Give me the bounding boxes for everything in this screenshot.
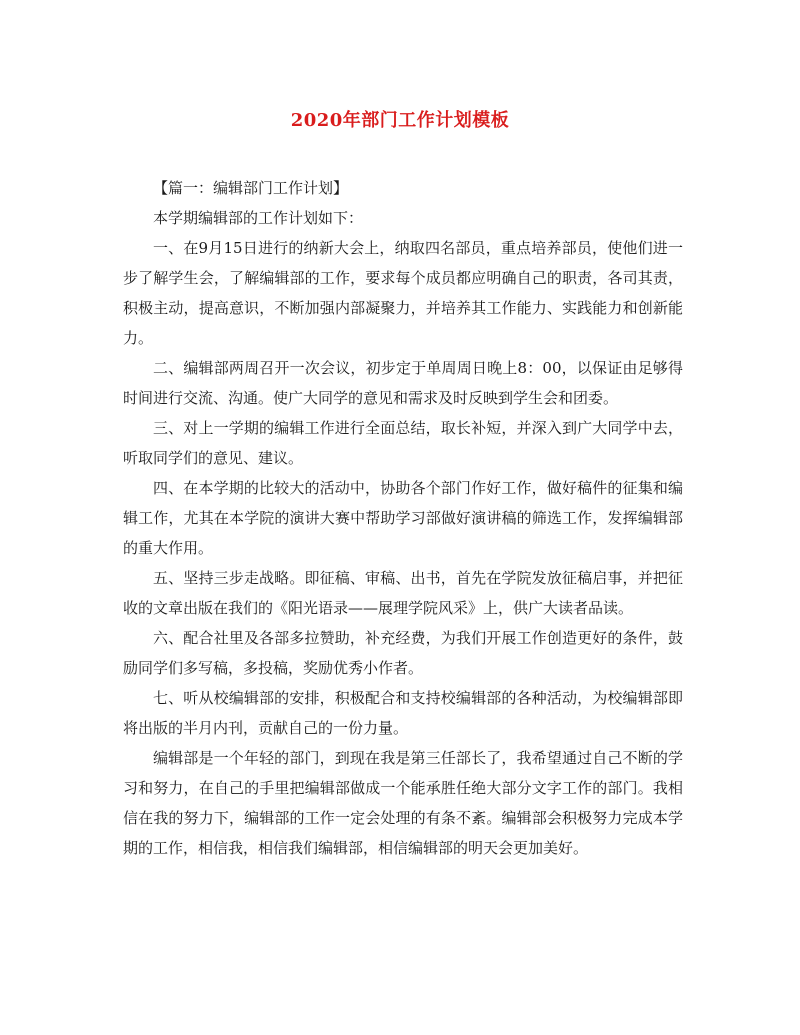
paragraph-item-1: 一、在9月15日进行的纳新大会上，纳取四名部员，重点培养部员，使他们进一步了解学生会，了解编辑部的工作，要求每个成员都应明确自己的职责，各司其责，积极主动，提高意识，不断加强内部凝聚力，并培养其工作能力、实践能力和创新能力。: [123, 239, 683, 347]
paragraph-closing: 编辑部是一个年轻的部门，到现在我是第三任部长了，我希望通过自己不断的学习和努力，在自己的手里把编辑部做成一个能承胜任绝大部分文字工作的部门。我相信在我的努力下，编辑部的工作一定会处理的有条不紊。编辑部会积极努力完成本学期的工作，相信我，相信我们编辑部，相信编辑部的明天会更加美好。: [123, 749, 683, 857]
paragraph-intro: 本学期编辑部的工作计划如下：: [153, 209, 364, 227]
paragraph-item-2: 二、编辑部两周召开一次会议，初步定于单周周日晚上8：00，以保证由足够得时间进行交流、沟通。使广大同学的意见和需求及时反映到学生会和团委。: [123, 359, 683, 407]
document-title: 2020年部门工作计划模板: [290, 110, 510, 131]
paragraph-item-7: 七、听从校编辑部的安排，积极配合和支持校编辑部的各种活动，为校编辑部即将出版的半月内刊，贡献自己的一份力量。: [123, 689, 683, 737]
paragraph-item-4: 四、在本学期的比较大的活动中，协助各个部门作好工作，做好稿件的征集和编辑工作，尤其在本学院的演讲大赛中帮助学习部做好演讲稿的筛选工作，发挥编辑部的重大作用。: [123, 479, 683, 557]
document-body: [123, 173, 683, 863]
paragraph-item-3: 三、对上一学期的编辑工作进行全面总结，取长补短，并深入到广大同学中去，听取同学们的意见、建议。: [123, 419, 683, 467]
section-heading: 【篇一：编辑部门工作计划】: [153, 179, 349, 197]
paragraph-item-6: 六、配合社里及各部多拉赞助，补充经费，为我们开展工作创造更好的条件，鼓励同学们多写稿，多投稿，奖励优秀小作者。: [123, 629, 683, 677]
paragraph-item-5: 五、坚持三步走战略。即征稿、审稿、出书，首先在学院发放征稿启事，并把征收的文章出版在我们的《阳光语录——展理学院风采》上，供广大读者品读。: [123, 569, 683, 617]
